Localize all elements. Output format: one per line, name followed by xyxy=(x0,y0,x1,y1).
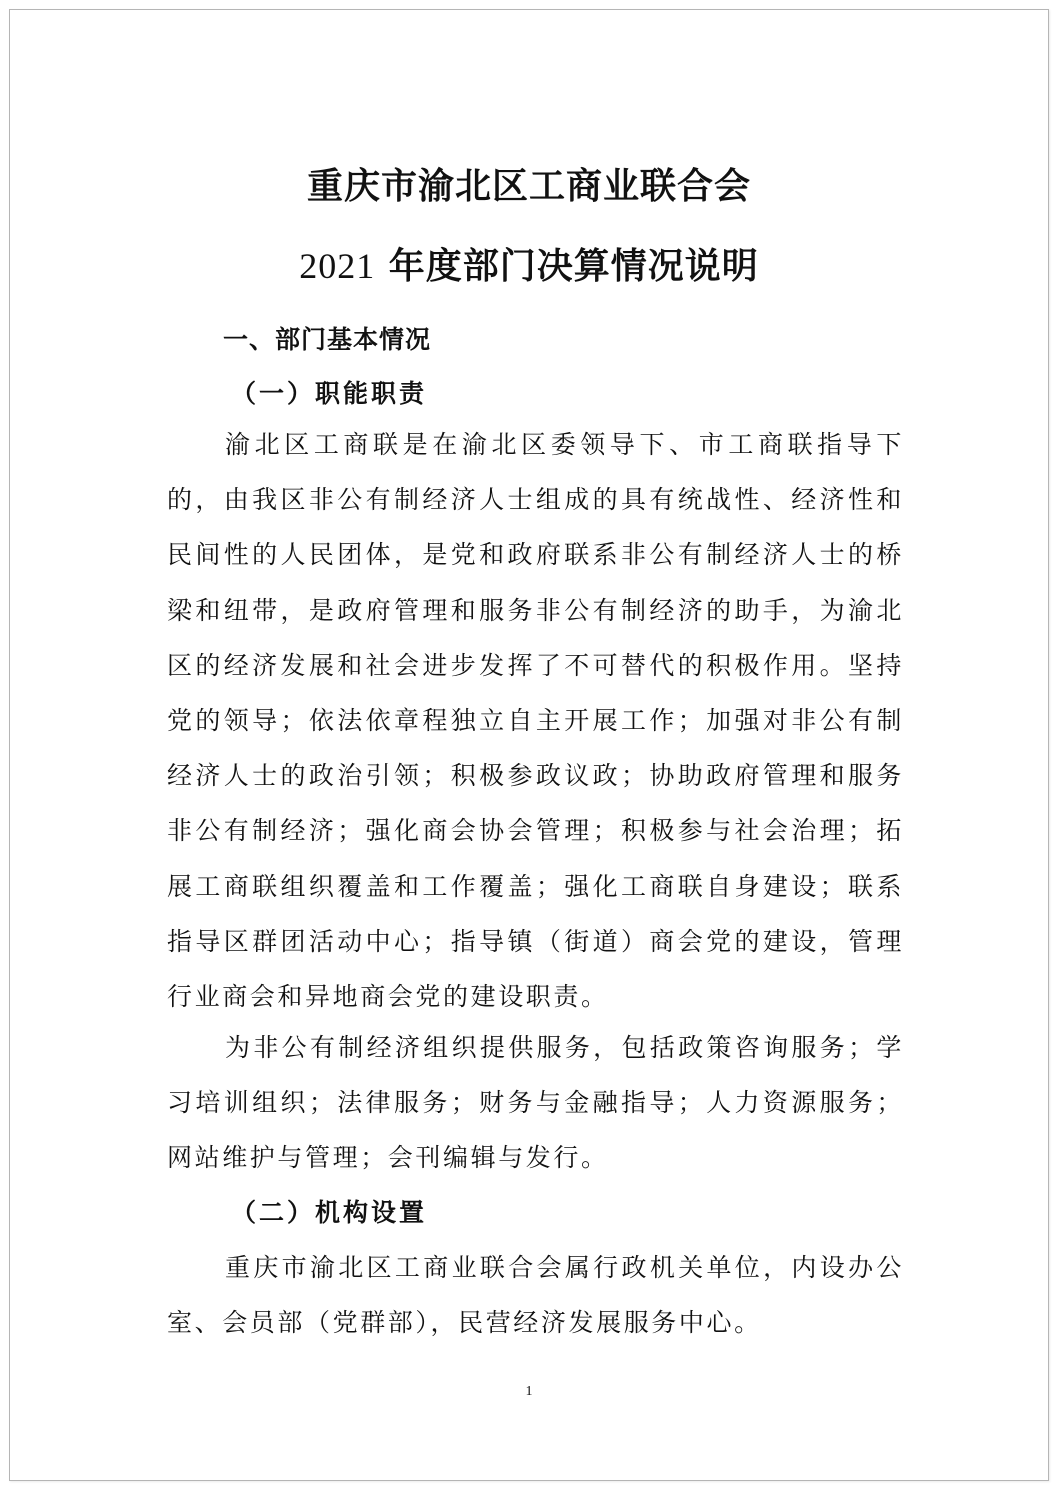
section-heading-basic-info: 一、部门基本情况 xyxy=(223,325,432,354)
subsection-heading-duties: （一）职能职责 xyxy=(231,379,428,408)
paragraph-services: 为非公有制经济组织提供服务，包括政策咨询服务；学习培训组织；法律服务；财务与金融指导；人力资源服务；网站维护与管理；会刊编辑与发行。 xyxy=(167,1033,904,1173)
page-number: 1 xyxy=(525,1384,533,1399)
document-page xyxy=(9,9,1049,1481)
document-title-line1: 重庆市渝北区工商业联合会 xyxy=(306,165,751,207)
paragraph-duties: 渝北区工商联是在渝北区委领导下、市工商联指导下的，由我区非公有制经济人士组成的具有统战性、经济性和民间性的人民团体，是党和政府联系非公有制经济人士的桥梁和纽带，是政府管理和服务非公有制经济的助手，为渝北区的经济发展和社会进步发挥了不可替代的积极作用。坚持党的领导；依法依章程独立自主开展工作；加强对非公有制经济人士的政治引领；积极参政议政；协助政府管理和服务非公有制经济；强化商会协会管理；积极参与社会治理；拓展工商联组织覆盖和工作覆盖；强化工商联自身建设；联系指导区群团活动中心；指导镇（街道）商会党的建设，管理行业商会和异地商会党的建设职责。 xyxy=(167,430,904,1012)
document-title-line2 xyxy=(10,238,1048,289)
paragraph-organization: 重庆市渝北区工商业联合会属行政机关单位，内设办公室、会员部（党群部），民营经济发展服务中心。 xyxy=(167,1253,904,1338)
title-year: 2021 xyxy=(299,246,376,286)
title-line2-text: 年度部门决算情况说明 xyxy=(375,245,759,287)
subsection-heading-organization: （二）机构设置 xyxy=(231,1198,428,1227)
